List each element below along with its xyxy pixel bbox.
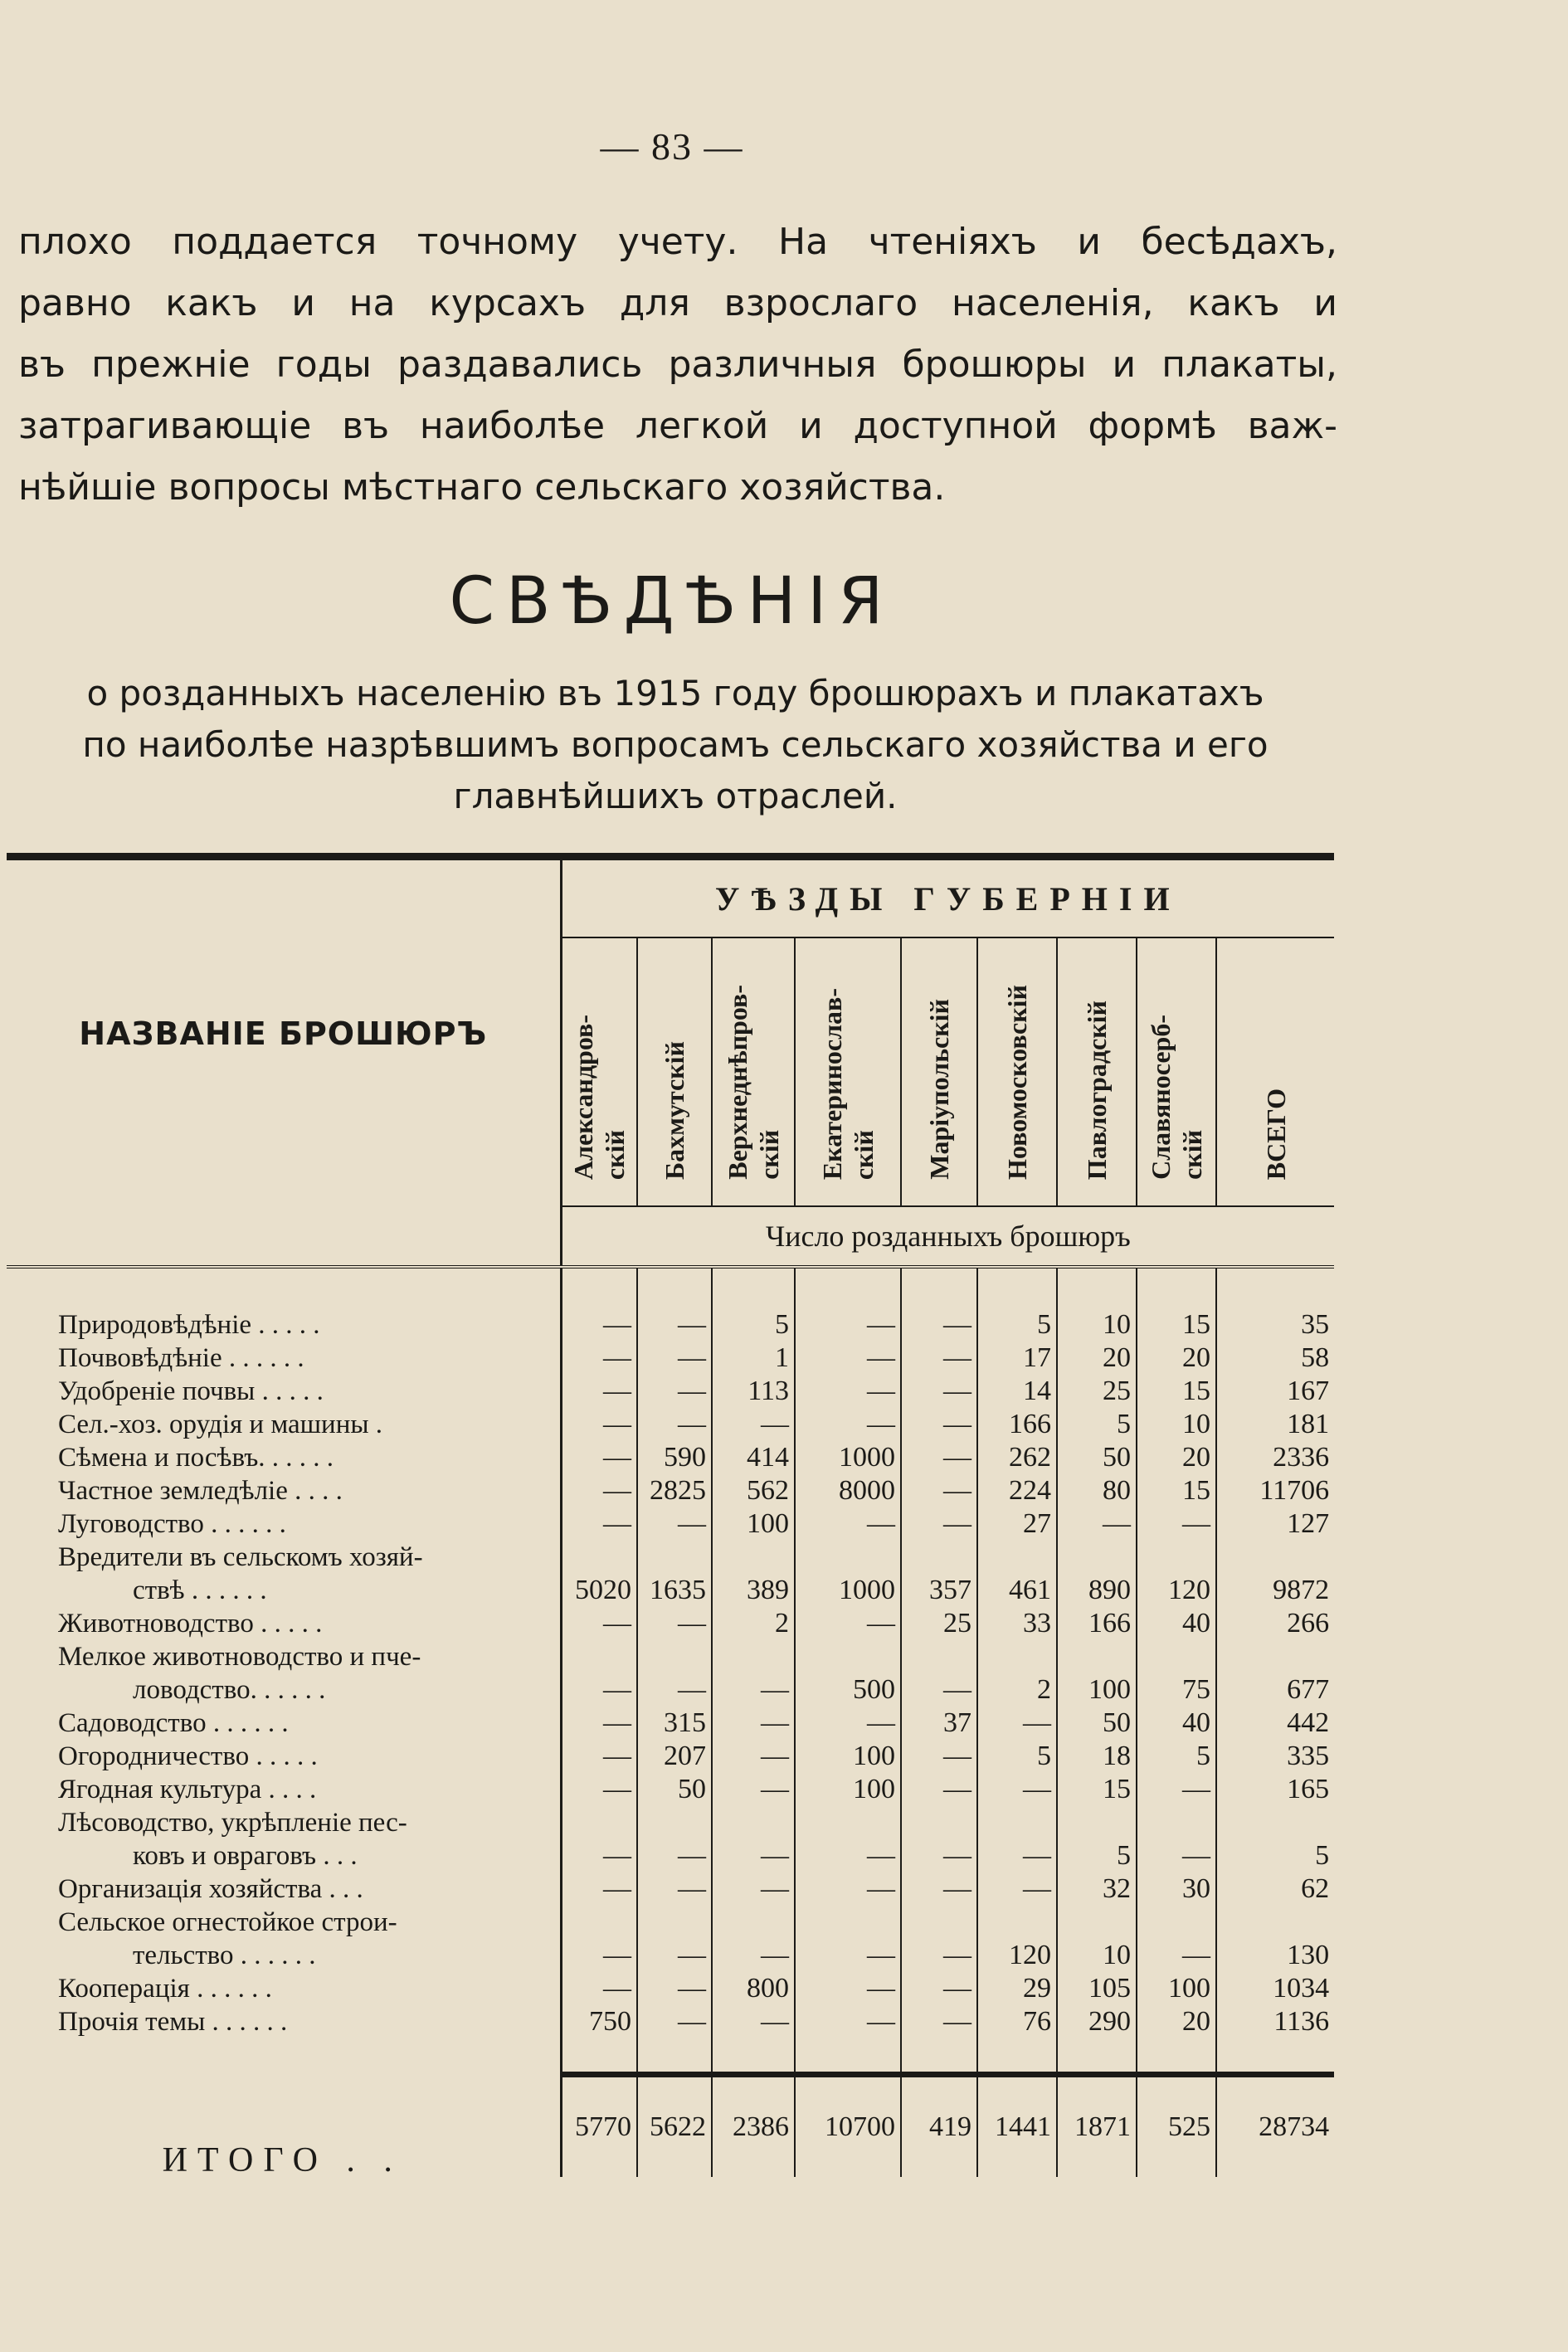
table-cell: — [795,2005,901,2038]
table-cell: — [1137,1906,1216,1972]
table-cell: 40 [1137,1607,1216,1640]
row-title-line: Сѣмена и посѣвъ. . . . . . [58,1443,334,1473]
table-cell: — [561,1408,637,1441]
table-cell: 10 [1057,1308,1137,1342]
spacer-cell [1137,2038,1216,2075]
table-cell: — [977,1806,1057,1872]
row-title [7,1806,561,1872]
row-title [7,1342,561,1375]
spacer-cell [637,2038,712,2075]
row-title-line: Природовѣдѣніе . . . . . [58,1310,320,1340]
table-cell: 75 [1137,1640,1216,1707]
table-cell: 166 [977,1408,1057,1441]
table-cell: — [795,1906,901,1972]
spacer-cell [901,2038,977,2075]
table-cell: — [561,1308,637,1342]
spacer-cell [712,1267,795,1308]
row-title [7,1740,561,1773]
table-row [7,1773,1334,1806]
district-column-header [977,937,1057,1206]
paragraph-line: затрагивающіе въ наиболѣе легкой и доступной формѣ важ- [18,405,1337,447]
table-cell: — [637,1342,712,1375]
row-title [7,1474,561,1507]
table-cell: — [561,1474,637,1507]
table-cell: — [795,1707,901,1740]
table-row [7,1541,1334,1607]
district-column-header [901,937,977,1206]
row-title [7,1872,561,1906]
district-column-header [637,937,712,1206]
table-cell: — [712,1408,795,1441]
spacer-cell [561,2038,637,2075]
spacer-cell [1216,1267,1334,1308]
row-title-line: Огородничество . . . . . [58,1741,318,1771]
table-cell: 20 [1057,1342,1137,1375]
district-column-label: Славяносерб- скій [1146,1015,1207,1180]
row-title-line: Частное земледѣліе . . . . [58,1476,343,1506]
table-cell: 262 [977,1441,1057,1474]
table-cell: 10 [1057,1906,1137,1972]
spacer-cell [637,1267,712,1308]
table-cell: 62 [1301,1873,1330,1904]
table-cell: 165 [1287,1774,1330,1804]
table-cell: 442 [1287,1707,1330,1738]
table-cell: 113 [712,1375,795,1408]
table-cell: — [977,1773,1057,1806]
table-cell: — [1137,1507,1216,1541]
table-cell: — [637,2005,712,2038]
table-row [7,1441,1334,1474]
total-row [7,2077,1334,2177]
table-cell: 2336 [1273,1442,1330,1473]
table-cell: — [637,1507,712,1541]
table-cell: — [795,1308,901,1342]
table-cell: 14 [977,1375,1057,1408]
section-subtitle [12,668,1339,822]
table-cell: 100 [795,1740,901,1773]
table-cell: 181 [1287,1409,1330,1439]
table-cell: 8000 [795,1474,901,1507]
spacer-cell [901,1267,977,1308]
table-cell: 11706 [1259,1475,1330,1506]
row-title-line: Мелкое животноводство и пче- [58,1642,421,1672]
table-cell: — [977,1872,1057,1906]
spacer-cell [1216,2038,1334,2075]
subtitle-line: о розданныхъ населенію въ 1915 году брошюрахъ и плакатахъ [86,673,1264,713]
table-cell: — [901,1342,977,1375]
table-cell: — [637,1972,712,2005]
table-cell: — [712,1806,795,1872]
district-column-label: Павлоградскій [1082,1000,1112,1180]
table-cell: — [637,1308,712,1342]
spacer-cell [977,1267,1057,1308]
row-title-line: ловодство. . . . . . [133,1675,326,1705]
table-cell: 389 [712,1541,795,1607]
total-cell: 419 [901,2077,977,2177]
table-row [7,1308,1334,1342]
table-row [7,1342,1334,1375]
row-title [7,2005,561,2038]
table-cell: — [561,1906,637,1972]
table-cell: 1136 [1273,2006,1330,2037]
row-title-line: Удобреніе почвы . . . . . [58,1376,324,1406]
table-cell: 562 [712,1474,795,1507]
subtitle-line: по наиболѣе назрѣвшимъ вопросамъ сельскаго хозяйства и его [82,724,1269,765]
table-cell: — [901,1375,977,1408]
table-cell: 677 [1287,1674,1330,1705]
total-cell: 2386 [712,2077,795,2177]
table-cell: — [901,1507,977,1541]
table-cell: — [561,1607,637,1640]
table-row [7,1707,1334,1740]
table-row [7,1408,1334,1441]
table-cell: 32 [1057,1872,1137,1906]
table-cell: 130 [1287,1940,1330,1970]
row-title-line: ствѣ . . . . . . [133,1575,267,1605]
table-cell: 5 [712,1308,795,1342]
spacer-cell [977,2038,1057,2075]
district-column-header [795,937,901,1206]
table-cell: 15 [1137,1375,1216,1408]
table-cell: 100 [1137,1972,1216,2005]
table-cell: — [561,1640,637,1707]
table-cell: 2825 [637,1474,712,1507]
table-cell: 207 [637,1740,712,1773]
table-cell: — [795,1872,901,1906]
spacer-cell [795,2038,901,2075]
table-row [7,1507,1334,1541]
row-title [7,1906,561,1972]
name-column-header-bottom [7,1206,561,1267]
table-cell: — [901,1972,977,2005]
count-subheader: Число розданныхъ брошюръ [561,1206,1334,1267]
table-cell: — [637,1640,712,1707]
row-title-line: Животноводство . . . . . [58,1609,323,1639]
row-title [7,1773,561,1806]
table-cell: 127 [1287,1508,1330,1539]
district-column-header [1057,937,1137,1206]
section-title: СВѢДѢНІЯ [449,564,895,639]
spacer-cell [1057,2038,1137,2075]
table-cell: 50 [1057,1707,1137,1740]
table-cell: 1000 [795,1441,901,1474]
table-cell: — [901,1474,977,1507]
table-cell: — [712,1707,795,1740]
table-cell: 1 [712,1342,795,1375]
table-cell: 29 [977,1972,1057,2005]
district-column-label: ВСЕГО [1260,1088,1291,1180]
row-title [7,1507,561,1541]
table-cell: 266 [1287,1608,1330,1639]
table-cell: 590 [637,1441,712,1474]
table-cell: — [561,1707,637,1740]
table-cell: — [712,1740,795,1773]
row-title-line: Сельское огнестойкое строи- [58,1907,397,1937]
table-cell: 5 [977,1740,1057,1773]
row-title-line: Вредители въ сельскомъ хозяй- [58,1542,423,1572]
table-cell: — [712,1872,795,1906]
table-cell: 1034 [1273,1973,1330,2004]
table-cell: — [561,1972,637,2005]
table-cell: 2 [977,1640,1057,1707]
table-cell: — [637,1906,712,1972]
row-title [7,1972,561,2005]
row-title [7,1441,561,1474]
district-column-label: Маріупольскій [924,999,954,1180]
table-cell: 290 [1057,2005,1137,2038]
table-cell: 17 [977,1342,1057,1375]
table-cell: 750 [561,2005,637,2038]
table-cell: 5 [1137,1740,1216,1773]
table-cell: 25 [1057,1375,1137,1408]
table-row [7,1375,1334,1408]
table-cell: 335 [1287,1741,1330,1771]
table-cell: — [712,1906,795,1972]
table-cell: — [561,1441,637,1474]
table-cell: 50 [1057,1441,1137,1474]
table-row [7,1640,1334,1707]
total-cell: 525 [1137,2077,1216,2177]
table-cell: — [712,1773,795,1806]
table-cell: 20 [1137,2005,1216,2038]
table-cell: — [561,1375,637,1408]
row-title [7,1375,561,1408]
table-cell: — [637,1806,712,1872]
table-cell: 15 [1137,1308,1216,1342]
row-title-line: Луговодство . . . . . . [58,1509,286,1539]
table-cell: 33 [977,1607,1057,1640]
table-cell: 5 [977,1308,1057,1342]
table-cell: 18 [1057,1740,1137,1773]
table-cell: — [901,1441,977,1474]
table-cell: 5 [1315,1840,1330,1871]
table-cell: 2 [712,1607,795,1640]
table-cell: 1000 [795,1541,901,1607]
spacer-cell [561,1267,637,1308]
table-cell: 80 [1057,1474,1137,1507]
total-cell: 1871 [1057,2077,1137,2177]
table-cell: 1635 [637,1541,712,1607]
row-title-line: Организація хозяйства . . . [58,1874,363,1904]
district-column-label: Александров- скій [568,1014,631,1180]
table-cell: — [795,1806,901,1872]
table-cell: 25 [901,1607,977,1640]
district-column-header [1137,937,1216,1206]
table-cell: 105 [1057,1972,1137,2005]
table-cell: 315 [637,1707,712,1740]
table-cell: 50 [637,1773,712,1806]
paragraph-line: въ прежніе годы раздавались различныя брошюры и плакаты, [18,343,1337,386]
table-cell: 40 [1137,1707,1216,1740]
row-title [7,1541,561,1607]
row-title-line: Сел.-хоз. орудія и машины . [58,1410,383,1439]
name-column-header: НАЗВАНІЕ БРОШЮРЪ [7,860,561,1206]
subtitle-line: главнѣйшихъ отраслей. [453,776,898,816]
body-paragraph [18,212,1337,519]
table-cell: — [637,1408,712,1441]
table-cell: 58 [1301,1342,1330,1373]
table-cell: 414 [712,1441,795,1474]
table-cell: 166 [1057,1607,1137,1640]
table-cell: — [901,1806,977,1872]
table-cell: — [637,1872,712,1906]
district-column-header [561,937,637,1206]
row-title-line: Ягодная культура . . . . [58,1775,317,1804]
row-title-line: тельство . . . . . . [133,1941,316,1970]
row-title-line: Садоводство . . . . . . [58,1708,289,1738]
table-cell: 37 [901,1707,977,1740]
table-cell: 167 [1287,1376,1330,1406]
table-cell: — [1137,1773,1216,1806]
table-cell: 20 [1137,1342,1216,1375]
table-cell: — [795,1972,901,2005]
table-cell: — [561,1740,637,1773]
row-title [7,1607,561,1640]
total-cell: 5770 [561,2077,637,2177]
table-cell: 120 [977,1906,1057,1972]
table-cell: — [795,1375,901,1408]
row-title-line: Прочія темы . . . . . . [58,2007,288,2037]
table-top-rule [7,853,1334,860]
table-cell: 15 [1137,1474,1216,1507]
spacer-row [7,1267,1334,1308]
spacer-cell [712,2038,795,2075]
table-cell: — [901,1640,977,1707]
spacer-cell [1137,1267,1216,1308]
table-cell: 76 [977,2005,1057,2038]
table-cell: — [977,1707,1057,1740]
table-cell: — [1057,1507,1137,1541]
spacer-cell [7,1267,561,1308]
spacer-row [7,2038,1334,2075]
paragraph-line: плохо поддается точному учету. На чтеніяхъ и бесѣдахъ, [18,221,1337,263]
table-cell: — [795,1408,901,1441]
table-cell: 15 [1057,1773,1137,1806]
table-cell: — [561,1342,637,1375]
table-cell: 224 [977,1474,1057,1507]
distribution-table [7,860,1334,2177]
table-cell: — [901,1773,977,1806]
table-cell: 5 [1057,1806,1137,1872]
table-cell: — [795,1507,901,1541]
page-number: — 83 — [600,125,744,168]
total-label: ИТОГО . . [7,2077,561,2177]
spacer-cell [7,2038,561,2075]
row-title-line: Почвовѣдѣніе . . . . . . [58,1343,304,1373]
table-cell: 5020 [561,1541,637,1607]
table-row [7,1740,1334,1773]
table-cell: — [901,1872,977,1906]
table-cell: 100 [795,1773,901,1806]
row-title [7,1640,561,1707]
row-title [7,1308,561,1342]
table-cell: 800 [712,1972,795,2005]
table-cell: — [637,1375,712,1408]
table-cell: — [795,1342,901,1375]
total-cell: 28734 [1259,2111,1330,2142]
district-column-header [1216,937,1334,1206]
table-cell: — [1137,1806,1216,1872]
total-cell: 1441 [977,2077,1057,2177]
table-cell: 20 [1137,1441,1216,1474]
district-column-label: Екатеринослав- скій [817,987,879,1180]
table-cell: 100 [712,1507,795,1541]
row-title-line: Кооперація . . . . . . [58,1974,272,2004]
table-cell: 10 [1137,1408,1216,1441]
row-title-line: Лѣсоводство, укрѣпленіе пес- [58,1808,407,1838]
district-column-label: Верхнеднѣпров- скій [723,985,784,1180]
table-cell: — [901,1740,977,1773]
table-cell: 27 [977,1507,1057,1541]
table-cell: 461 [977,1541,1057,1607]
table-cell: — [561,1507,637,1541]
table-cell: 120 [1137,1541,1216,1607]
table-cell: 30 [1137,1872,1216,1906]
table-cell: — [901,2005,977,2038]
table-row [7,1972,1334,2005]
paragraph-line: нѣйшіе вопросы мѣстнаго сельскаго хозяйства. [18,466,946,509]
paragraph-line: равно какъ и на курсахъ для взрослаго населенія, какъ и [18,282,1337,324]
table-cell: 5 [1057,1408,1137,1441]
district-column-label: Бахмутскій [660,1040,689,1180]
total-cell: 10700 [795,2077,901,2177]
row-title [7,1408,561,1441]
district-column-header [712,937,795,1206]
table-cell: 9872 [1273,1575,1330,1605]
table-row [7,1806,1334,1872]
table-row [7,1474,1334,1507]
table-row [7,2005,1334,2038]
table-cell: — [561,1773,637,1806]
table-cell: 100 [1057,1640,1137,1707]
table-cell: — [795,1607,901,1640]
spacer-cell [795,1267,901,1308]
districts-group-header: УѢЗДЫ ГУБЕРНІИ [561,860,1334,937]
table-cell: — [712,1640,795,1707]
table-cell: 890 [1057,1541,1137,1607]
district-column-label: Новомосковскій [1002,985,1032,1180]
total-cell: 5622 [637,2077,712,2177]
table-cell: 35 [1301,1309,1330,1340]
spacer-cell [1057,1267,1137,1308]
row-title [7,1707,561,1740]
row-title-line: ковъ и овраговъ . . . [133,1841,358,1871]
distribution-table-wrapper [7,853,1334,2177]
table-cell: — [561,1806,637,1872]
table-cell: 500 [795,1640,901,1707]
table-cell: — [637,1607,712,1640]
table-row [7,1872,1334,1906]
table-cell: — [901,1408,977,1441]
table-cell: 357 [901,1541,977,1607]
table-row [7,1607,1334,1640]
table-cell: — [561,1872,637,1906]
table-row [7,1906,1334,1972]
table-cell: — [901,1308,977,1342]
table-cell: — [901,1906,977,1972]
table-cell: — [712,2005,795,2038]
